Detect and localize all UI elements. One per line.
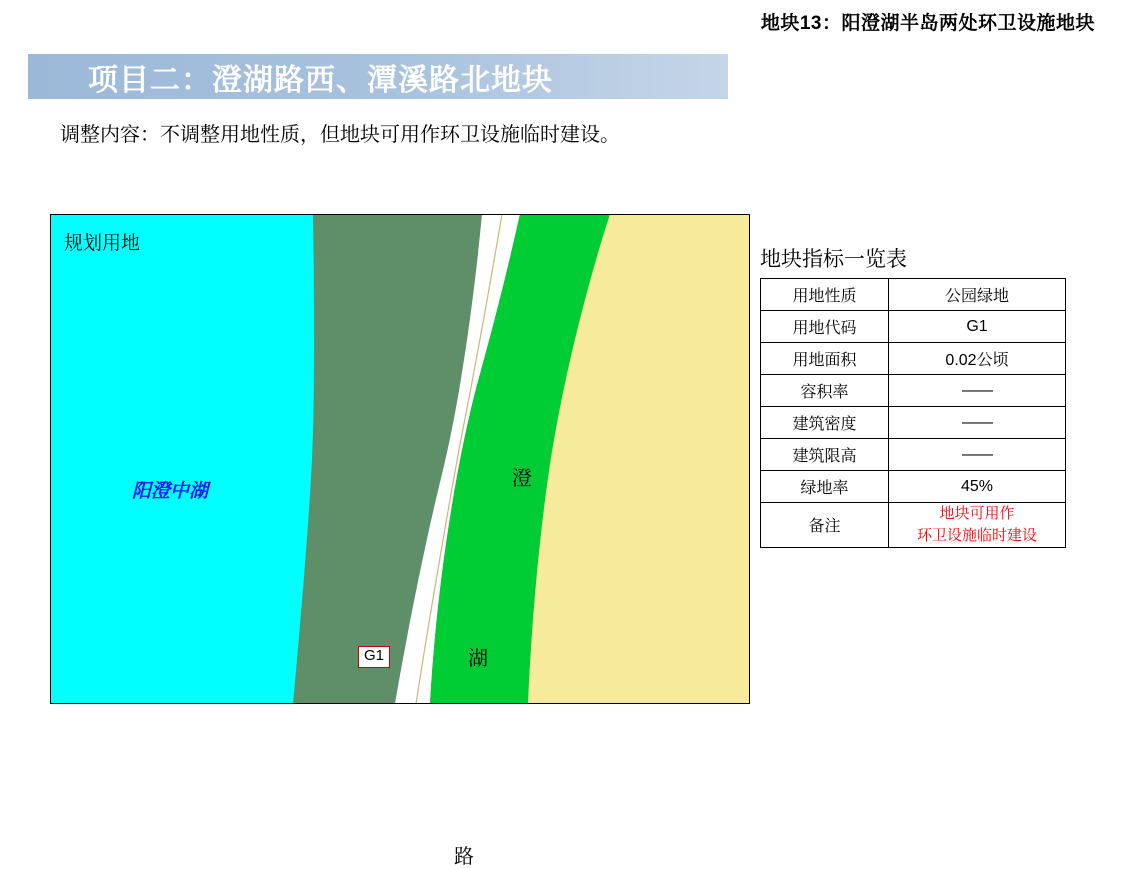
row-value: 45% — [889, 471, 1066, 503]
row-key: 用地代码 — [761, 311, 889, 343]
road-name-char-3: 路 — [454, 846, 474, 868]
table-row — [761, 439, 1066, 471]
remark-line-1: 地块可用作 — [939, 505, 1015, 522]
row-value: —— — [889, 439, 1066, 471]
row-key: 建筑限高 — [761, 439, 889, 471]
remark-line-2: 环卫设施临时建设 — [916, 526, 1037, 544]
page-title: 项目二：澄湖路西、潭溪路北地块 — [88, 63, 553, 97]
table-row — [761, 279, 1066, 311]
row-key: 用地性质 — [761, 279, 889, 311]
row-key: 建筑密度 — [761, 407, 889, 439]
indicator-table — [760, 278, 1066, 548]
row-value: —— — [889, 407, 1066, 439]
table-title: 地块指标一览表 — [760, 248, 907, 271]
road-name-char-2: 湖 — [468, 648, 488, 670]
page-header-note: 地块13：阳澄湖半岛两处环卫设施地块 — [760, 13, 1095, 34]
row-value — [889, 503, 1066, 548]
row-value: G1 — [889, 311, 1066, 343]
table-row — [761, 343, 1066, 375]
row-value: 公园绿地 — [889, 279, 1066, 311]
parcel-code-marker: G1 — [358, 646, 390, 668]
lake-label: 阳澄中湖 — [132, 481, 209, 502]
table-row — [761, 407, 1066, 439]
table-row — [761, 375, 1066, 407]
map-title-label: 规划用地 — [64, 233, 141, 254]
planning-map — [50, 214, 750, 868]
row-key: 用地面积 — [761, 343, 889, 375]
row-key: 容积率 — [761, 375, 889, 407]
row-key: 绿地率 — [761, 471, 889, 503]
row-value: 0.02公顷 — [889, 343, 1066, 375]
adjustment-description: 调整内容：不调整用地性质，但地块可用作环卫设施临时建设。 — [60, 124, 620, 146]
row-value: —— — [889, 375, 1066, 407]
row-key: 备注 — [761, 503, 889, 548]
table-row — [761, 471, 1066, 503]
road-name-char-1: 澄 — [512, 468, 532, 490]
map-graphic — [50, 214, 750, 704]
table-row — [761, 311, 1066, 343]
table-row-remark — [761, 503, 1066, 548]
title-banner — [28, 54, 728, 99]
